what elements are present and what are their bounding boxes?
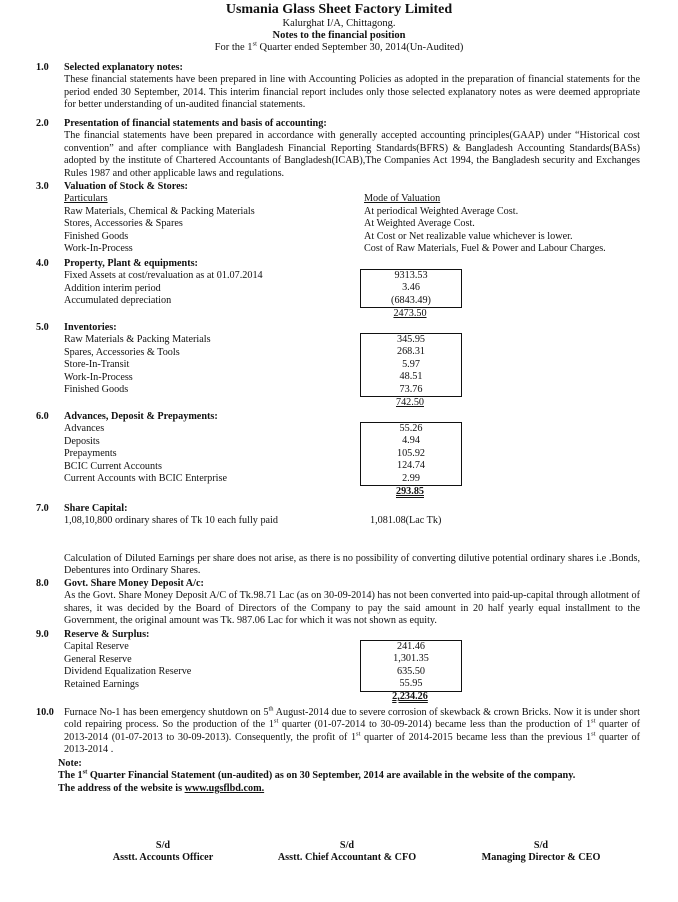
section-text: Furnace No-1 has been emergency shutdown on 5th August-2014 due to severe corrosion of skewback & crown Bricks. Now it is under short cold repairing process. So the production of the 1st quarter (01-07-2014 to 30-09-2014) became less than the production of 1st quarter of 2013-2014 (01-07-2013 to 30-09-2013). Consequently, the profit of 1st quarter of 2014-2015 became less than the previous 1st quarter of 2013-2014 . — [64, 705, 641, 756]
section-total: 742.50 — [395, 397, 424, 408]
amount-row: Capital Reserve — [64, 641, 129, 653]
section-number: 6.0 — [36, 411, 49, 422]
notes-title: Notes to the financial position — [272, 30, 406, 41]
signature-title: Asstt. Accounts Officer — [112, 852, 214, 864]
valuation-row: Finished Goods At Cost or Net realizable value whichever is lower. — [64, 230, 573, 242]
section-number: 5.0 — [36, 322, 49, 333]
amount-row: Work-In-Process — [64, 371, 133, 383]
company-address: Kalurghat I/A, Chittagong. — [282, 18, 396, 29]
section-title: Selected explanatory notes: — [64, 62, 183, 73]
section-title: Presentation of financial statements and basis of accounting: — [64, 118, 327, 129]
section-number: 3.0 — [36, 181, 49, 192]
valuation-row: Raw Materials, Chemical & Packing Materials At periodical Weighted Average Cost. — [64, 205, 519, 217]
amount-row: Current Accounts with BCIC Enterprise — [64, 472, 227, 484]
section-text: As the Govt. Share Money Deposit A/C of Tk.98.71 Lac (as on 30-09-2014) has not been converted into paid-up-capital through allotment of shares, it was decided by the Board of Directors of the Company to pay the said amount in 20 half yearly equal installment to the Government, the original amount was Tk. 987.06 Lac for which it was not shown as equity. — [64, 590, 640, 627]
amount-box: 9313.53 3.46 (6843.49) — [360, 269, 462, 308]
signature-block — [262, 840, 432, 865]
amount-box: 345.95 268.31 5.97 48.51 73.76 — [360, 333, 462, 397]
section-number: 1.0 — [36, 62, 49, 73]
section-title: Govt. Share Money Deposit A/c: — [64, 578, 204, 589]
amount-row: Spares, Accessories & Tools — [64, 346, 180, 358]
valuation-row: Stores, Accessories & Spares At Weighted Average Cost. — [64, 218, 475, 230]
section-number: 8.0 — [36, 578, 49, 589]
amount-row: Dividend Equalization Reserve — [64, 666, 192, 678]
document-header — [0, 2, 678, 54]
section-title: Valuation of Stock & Stores: — [64, 181, 188, 192]
amount-row: General Reserve — [64, 653, 132, 665]
note-label: Note: — [58, 758, 82, 769]
amount-row: BCIC Current Accounts — [64, 460, 162, 472]
signature-sd: S/d — [155, 840, 171, 851]
column-header-mode: Mode of Valuation — [364, 193, 441, 205]
signature-title: Managing Director & CEO — [481, 852, 601, 864]
amount-row: Prepayments — [64, 448, 117, 460]
section-total: 2473.50 — [393, 308, 427, 319]
section-number: 4.0 — [36, 258, 49, 269]
amount-row: Finished Goods — [64, 383, 129, 395]
section-text: The financial statements have been prepared in accordance with generally accepted accounting principles(GAAP) under “Historical cost convention” and after compliance with Bangladesh Financial Reporting Standards(BFRS) & Bangladesh Accounting Standards(BASs) adopted by the institute of Chartered Accountants of Bangladesh(ICAB),The Companies Act 1994, the Bangladesh security and Exchanges Rules 1987 and other applicable laws and regulations. — [64, 130, 640, 179]
amount-row: Retained Earnings — [64, 678, 139, 690]
section-total: 293.85 — [395, 486, 424, 497]
valuation-row: Work-In-Process Cost of Raw Materials, Fuel & Power and Labour Charges. — [64, 242, 606, 254]
amount-row: Advances — [64, 423, 105, 435]
section-title: Advances, Deposit & Prepayments: — [64, 411, 218, 422]
section-number: 9.0 — [36, 629, 49, 640]
signature-sd: S/d — [339, 840, 355, 851]
amount-row: Raw Materials & Packing Materials — [64, 334, 211, 346]
note-text: The 1st Quarter Financial Statement (un-audited) as on 30 September, 2014 are available in the website of the company. The address of the website is www.ugsflbd.com. — [58, 769, 576, 794]
section-text: These financial statements have been prepared in line with Accounting Policies as adopted in the preparation of financial statements for the period ended 30 September, 2014. This interim financial report includes only those selected explanatory notes as were deemed appropriate for better understanding of un-audited financial statements. — [64, 74, 640, 111]
section-title: Share Capital: — [64, 503, 128, 514]
amount-row: Deposits — [64, 435, 100, 447]
amount-row: Store-In-Transit — [64, 359, 130, 371]
website-link[interactable]: www.ugsflbd.com. — [184, 782, 265, 794]
share-capital-row: 1,08,10,800 ordinary shares of Tk 10 each fully paid 1,081.08(Lac Tk) — [64, 515, 442, 527]
signature-title: Asstt. Chief Accountant & CFO — [277, 852, 417, 864]
amount-row: Accumulated depreciation — [64, 295, 172, 307]
amount-row: Fixed Assets at cost/revaluation as at 01.07.2014 — [64, 270, 263, 282]
section-title: Property, Plant & equipments: — [64, 258, 198, 269]
period-line: For the 1st Quarter ended September 30, 2014(Un-Audited) — [214, 40, 464, 53]
section-title: Inventories: — [64, 322, 117, 333]
company-name: Usmania Glass Sheet Factory Limited — [225, 2, 453, 17]
amount-box: 55.26 4.94 105.92 124.74 2.99 — [360, 422, 462, 486]
signature-sd: S/d — [533, 840, 549, 851]
amount-row: Addition interim period — [64, 282, 161, 294]
section-number: 2.0 — [36, 118, 49, 129]
section-number: 10.0 — [36, 707, 54, 718]
section-total: 2,234.26 — [392, 691, 428, 702]
signature-block — [466, 840, 616, 865]
column-header-particulars: Particulars — [64, 193, 108, 205]
section-title: Reserve & Surplus: — [64, 629, 150, 640]
section-number: 7.0 — [36, 503, 49, 514]
signature-block — [88, 840, 238, 865]
amount-box: 241.46 1,301.35 635.50 55.95 — [360, 640, 462, 692]
